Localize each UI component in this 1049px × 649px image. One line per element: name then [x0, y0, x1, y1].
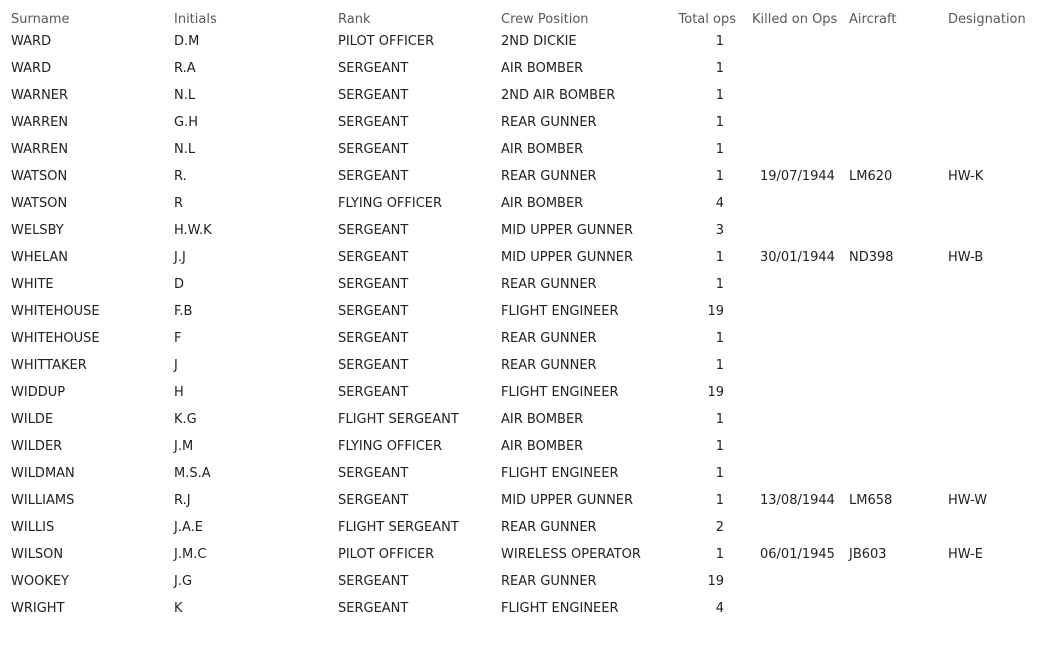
cell-crew-position: MID UPPER GUNNER [501, 250, 634, 265]
cell-crew-position: AIR BOMBER [501, 142, 584, 157]
cell-initials: F [174, 331, 182, 346]
cell-crew-position: AIR BOMBER [501, 196, 584, 211]
cell-surname: WATSON [11, 196, 68, 211]
header-total-ops: Total ops [678, 12, 736, 27]
cell-total-ops: 1 [715, 88, 724, 103]
table-row [0, 329, 1049, 356]
table-row [0, 410, 1049, 437]
cell-initials: F.B [174, 304, 193, 319]
cell-initials: R. [174, 169, 187, 184]
table-row [0, 437, 1049, 464]
cell-rank: PILOT OFFICER [338, 547, 435, 562]
cell-aircraft: LM620 [849, 169, 893, 184]
table-row [0, 140, 1049, 167]
cell-designation: HW-W [948, 493, 988, 508]
cell-total-ops: 1 [715, 358, 724, 373]
cell-rank: SERGEANT [338, 304, 409, 319]
cell-crew-position: FLIGHT ENGINEER [501, 304, 619, 319]
cell-initials: D [174, 277, 185, 292]
cell-rank: SERGEANT [338, 574, 409, 589]
cell-initials: J.M.C [174, 547, 207, 562]
cell-surname: WELSBY [11, 223, 64, 238]
cell-surname: WHELAN [11, 250, 69, 265]
cell-rank: SERGEANT [338, 142, 409, 157]
cell-initials: M.S.A [174, 466, 211, 481]
cell-surname: WHITEHOUSE [11, 304, 100, 319]
table-row [0, 518, 1049, 545]
table-row [0, 572, 1049, 599]
cell-aircraft: ND398 [849, 250, 894, 265]
cell-crew-position: REAR GUNNER [501, 520, 597, 535]
table-row [0, 545, 1049, 572]
table-row [0, 194, 1049, 221]
cell-crew-position: REAR GUNNER [501, 169, 597, 184]
cell-surname: WATSON [11, 169, 68, 184]
table-row [0, 113, 1049, 140]
table-row [0, 86, 1049, 113]
cell-rank: SERGEANT [338, 88, 409, 103]
cell-surname: WOOKEY [11, 574, 69, 589]
cell-surname: WILDMAN [11, 466, 75, 481]
cell-initials: D.M [174, 34, 200, 49]
cell-surname: WARNER [11, 88, 69, 103]
cell-crew-position: MID UPPER GUNNER [501, 493, 634, 508]
cell-surname: WARD [11, 61, 52, 76]
cell-total-ops: 1 [715, 412, 724, 427]
cell-surname: WHITEHOUSE [11, 331, 100, 346]
cell-rank: FLYING OFFICER [338, 439, 443, 454]
cell-surname: WARD [11, 34, 52, 49]
cell-surname: WARREN [11, 142, 69, 157]
cell-rank: SERGEANT [338, 223, 409, 238]
cell-rank: SERGEANT [338, 61, 409, 76]
cell-total-ops: 1 [715, 493, 724, 508]
cell-designation: HW-E [948, 547, 984, 562]
table-row [0, 599, 1049, 626]
cell-crew-position: AIR BOMBER [501, 439, 584, 454]
cell-initials: J.A.E [174, 520, 203, 535]
cell-initials: H.W.K [174, 223, 212, 238]
cell-total-ops: 1 [715, 547, 724, 562]
cell-surname: WILDER [11, 439, 63, 454]
cell-surname: WILSON [11, 547, 64, 562]
cell-designation: HW-K [948, 169, 984, 184]
table-row [0, 221, 1049, 248]
header-designation: Designation [948, 12, 1026, 27]
cell-total-ops: 1 [715, 439, 724, 454]
cell-initials: J.M [174, 439, 194, 454]
cell-initials: R.J [174, 493, 191, 508]
cell-surname: WILDE [11, 412, 54, 427]
cell-rank: SERGEANT [338, 358, 409, 373]
header-killed-on-ops: Killed on Ops [752, 12, 838, 27]
cell-crew-position: 2ND AIR BOMBER [501, 88, 616, 103]
cell-crew-position: REAR GUNNER [501, 277, 597, 292]
cell-rank: SERGEANT [338, 169, 409, 184]
cell-rank: SERGEANT [338, 601, 409, 616]
table-row [0, 59, 1049, 86]
table-row [0, 383, 1049, 410]
cell-rank: SERGEANT [338, 331, 409, 346]
cell-total-ops: 1 [715, 34, 724, 49]
cell-rank: SERGEANT [338, 250, 409, 265]
cell-rank: SERGEANT [338, 493, 409, 508]
cell-initials: J [174, 358, 178, 373]
cell-rank: FLIGHT SERGEANT [338, 520, 459, 535]
cell-initials: J.G [174, 574, 193, 589]
cell-killed-on-ops: 19/07/1944 [760, 169, 835, 184]
cell-initials: J.J [174, 250, 186, 265]
cell-crew-position: FLIGHT ENGINEER [501, 466, 619, 481]
cell-initials: R [174, 196, 184, 211]
cell-total-ops: 1 [715, 250, 724, 265]
table-row [0, 167, 1049, 194]
cell-rank: PILOT OFFICER [338, 34, 435, 49]
cell-crew-position: AIR BOMBER [501, 412, 584, 427]
cell-rank: SERGEANT [338, 277, 409, 292]
cell-aircraft: LM658 [849, 493, 893, 508]
cell-total-ops: 1 [715, 466, 724, 481]
cell-rank: FLIGHT SERGEANT [338, 412, 459, 427]
cell-crew-position: AIR BOMBER [501, 61, 584, 76]
cell-total-ops: 2 [715, 520, 724, 535]
table-row [0, 464, 1049, 491]
cell-surname: WHITTAKER [11, 358, 87, 373]
cell-crew-position: FLIGHT ENGINEER [501, 601, 619, 616]
cell-crew-position: 2ND DICKIE [501, 34, 577, 49]
cell-killed-on-ops: 06/01/1945 [760, 547, 835, 562]
cell-killed-on-ops: 30/01/1944 [760, 250, 835, 265]
table-row [0, 302, 1049, 329]
cell-surname: WILLIS [11, 520, 55, 535]
cell-crew-position: REAR GUNNER [501, 115, 597, 130]
header-rank: Rank [338, 12, 371, 27]
cell-rank: SERGEANT [338, 466, 409, 481]
cell-initials: K [174, 601, 183, 616]
cell-total-ops: 19 [707, 385, 724, 400]
table-row [0, 491, 1049, 518]
cell-total-ops: 1 [715, 61, 724, 76]
cell-initials: N.L [174, 88, 196, 103]
cell-total-ops: 1 [715, 142, 724, 157]
table-row [0, 32, 1049, 59]
header-surname: Surname [11, 12, 70, 27]
cell-rank: FLYING OFFICER [338, 196, 443, 211]
cell-crew-position: REAR GUNNER [501, 358, 597, 373]
table-header-row [0, 10, 1049, 29]
cell-initials: R.A [174, 61, 196, 76]
cell-designation: HW-B [948, 250, 984, 265]
cell-total-ops: 1 [715, 331, 724, 346]
cell-initials: H [174, 385, 184, 400]
cell-initials: N.L [174, 142, 196, 157]
cell-total-ops: 3 [715, 223, 724, 238]
cell-total-ops: 19 [707, 304, 724, 319]
table-row [0, 248, 1049, 275]
table-row [0, 275, 1049, 302]
cell-crew-position: MID UPPER GUNNER [501, 223, 634, 238]
cell-surname: WIDDUP [11, 385, 66, 400]
cell-total-ops: 4 [715, 601, 724, 616]
cell-surname: WILLIAMS [11, 493, 75, 508]
table-body [0, 32, 1049, 626]
cell-total-ops: 4 [715, 196, 724, 211]
cell-aircraft: JB603 [849, 547, 887, 562]
cell-crew-position: REAR GUNNER [501, 574, 597, 589]
table-row [0, 356, 1049, 383]
cell-crew-position: FLIGHT ENGINEER [501, 385, 619, 400]
cell-initials: G.H [174, 115, 198, 130]
cell-crew-position: REAR GUNNER [501, 331, 597, 346]
cell-total-ops: 19 [707, 574, 724, 589]
cell-killed-on-ops: 13/08/1944 [760, 493, 835, 508]
cell-surname: WRIGHT [11, 601, 65, 616]
cell-initials: K.G [174, 412, 197, 427]
header-aircraft: Aircraft [849, 12, 897, 27]
cell-surname: WHITE [11, 277, 54, 292]
header-initials: Initials [174, 12, 217, 27]
cell-crew-position: WIRELESS OPERATOR [501, 547, 641, 562]
cell-rank: SERGEANT [338, 385, 409, 400]
cell-surname: WARREN [11, 115, 69, 130]
cell-rank: SERGEANT [338, 115, 409, 130]
cell-total-ops: 1 [715, 115, 724, 130]
cell-total-ops: 1 [715, 169, 724, 184]
cell-total-ops: 1 [715, 277, 724, 292]
header-crew-position: Crew Position [501, 12, 589, 27]
